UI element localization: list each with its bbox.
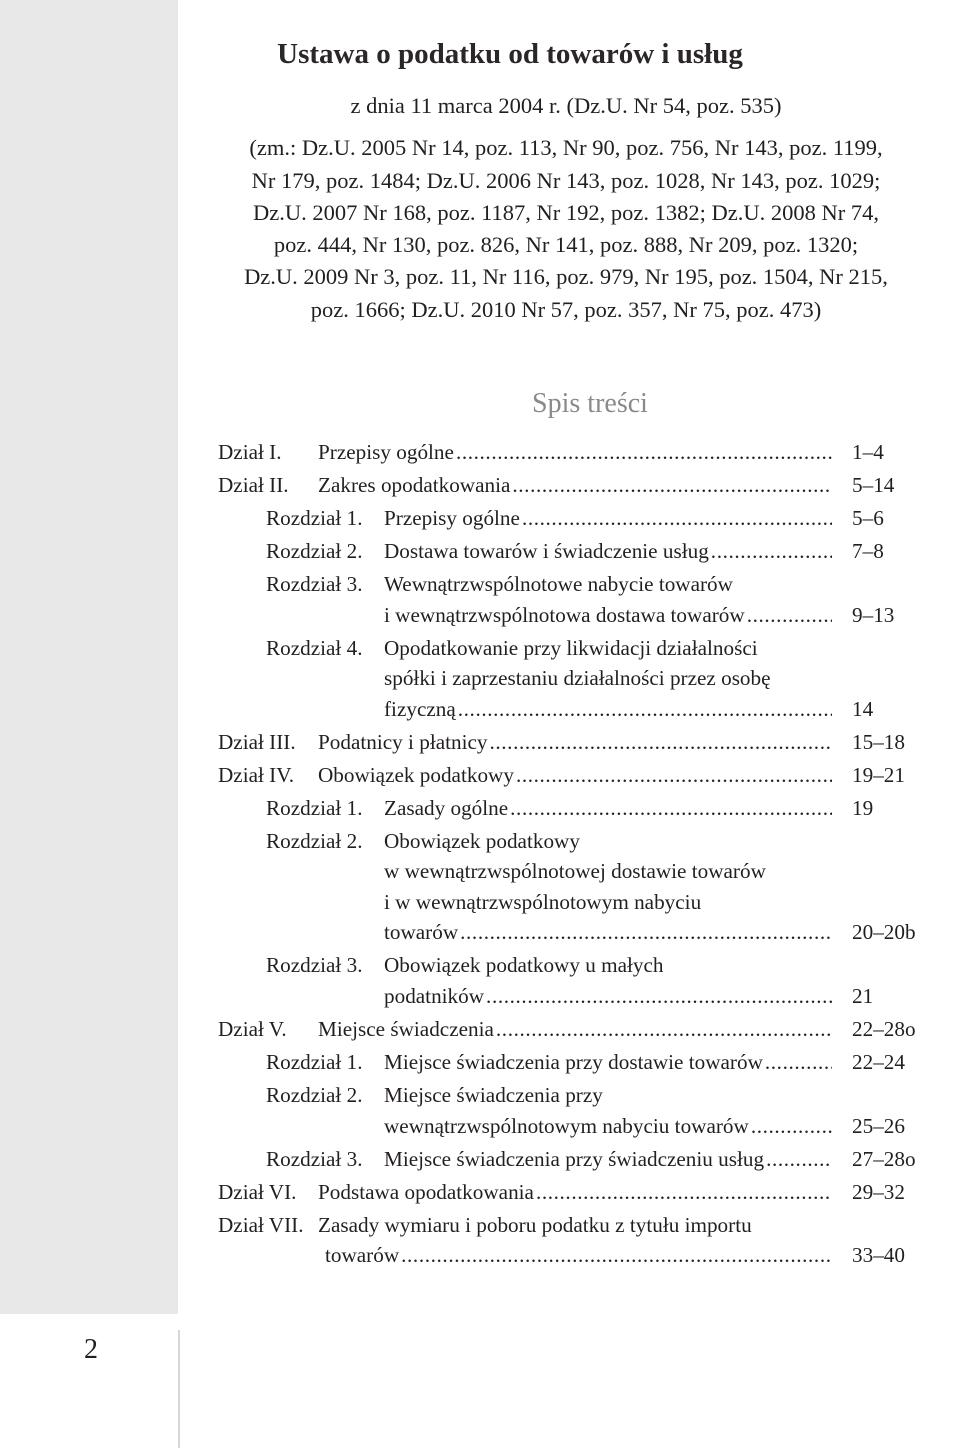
toc-entry-pages: 22–28o [852,1016,916,1041]
toc-entry-text: wewnątrzwspólnotowym nabyciu towarów [384,1113,749,1138]
toc-row [0,1014,960,1045]
toc-leader-dots [751,1111,832,1142]
toc-row [0,727,960,758]
toc-row [0,600,960,631]
toc-leader-dots [536,1177,832,1208]
page-number-box [0,1330,180,1448]
toc-entry-text: Opodatkowanie przy likwidacji działalności [384,635,758,660]
toc-entry-text: w wewnątrzwspólnotowej dostawie towarów [384,859,766,884]
toc-row [0,793,960,824]
toc-entry-label: Rozdział 3. [266,571,363,596]
toc-row [0,887,960,918]
toc-leader-dots [766,1144,832,1175]
toc-entry-text: fizyczną [384,696,456,721]
toc-entry-pages: 29–32 [852,1179,905,1204]
toc-entry-pages: 7–8 [852,538,884,563]
toc-entry-text: Obowiązek podatkowy [384,828,580,853]
toc-entry-pages: 5–6 [852,505,884,530]
toc-entry-label: Rozdział 1. [266,505,363,530]
toc-gap [0,1271,960,1273]
toc-entry-label: Rozdział 4. [266,635,363,660]
toc-entry-pages: 9–13 [852,602,895,627]
toc-row [0,437,960,468]
toc-entry-label: Rozdział 1. [266,1049,363,1074]
toc-entry-label: Dział II. [218,472,289,497]
toc-row [0,760,960,791]
toc-entry-text: Obowiązek podatkowy [318,762,514,787]
toc-entry-pages: 5–14 [852,472,895,497]
toc-row [0,1210,960,1241]
toc-row [0,1240,960,1271]
toc-entry-label: Rozdział 2. [266,1082,363,1107]
toc-entry-pages: 19–21 [852,762,905,787]
toc-row [0,569,960,600]
toc-entry-text: Przepisy ogólne [318,440,454,464]
toc-entry-text: Miejsce świadczenia przy [384,1082,603,1107]
toc-leader-dots [458,694,832,725]
toc-entry-text: towarów [325,1243,400,1268]
toc-entry-pages: 15–18 [852,729,905,754]
toc-leader-dots [522,503,832,534]
toc-entry-pages: 1–4 [852,440,884,464]
toc-entry-text: Podatnicy i płatnicy [318,729,488,754]
toc-entry-pages: 19 [852,795,874,820]
toc-entry-label: Rozdział 2. [266,828,363,853]
toc-entry-text: towarów [384,920,459,945]
toc-leader-dots [401,1240,832,1271]
toc-entry-label: Dział V. [218,1016,287,1041]
toc-row [0,917,960,948]
toc-entry-pages: 20–20b [852,920,916,945]
toc-row [0,950,960,981]
toc-entry-label: Dział VII. [218,1212,304,1237]
toc-row [0,1177,960,1208]
toc-entry-pages: 33–40 [852,1243,905,1268]
toc-row [0,1111,960,1142]
toc-entry-pages: 22–24 [852,1049,905,1074]
toc-row [0,470,960,501]
amendment-line: Dz.U. 2009 Nr 3, poz. 11, Nr 116, poz. 979, Nr 195, poz. 1504, Nr 215, [244,264,888,290]
toc-row [0,1144,960,1175]
toc-leader-dots [765,1047,832,1078]
toc-row [0,536,960,567]
toc-entry-text: Wewnątrzwspólnotowe nabycie towarów [384,571,733,596]
toc-leader-dots [496,1014,832,1045]
toc-entry-text: i w wewnątrzwspólnotowym nabyciu [384,889,702,914]
toc-entry-pages: 21 [852,984,874,1008]
toc-leader-dots [460,917,832,948]
table-of-contents [0,437,960,1273]
toc-row [0,503,960,534]
toc-row [0,1047,960,1078]
toc-row [0,826,960,857]
toc-leader-dots [711,536,832,567]
toc-entry-text: Miejsce świadczenia przy dostawie towarów [384,1049,763,1074]
toc-leader-dots [512,470,832,501]
toc-leader-dots [486,981,832,1012]
toc-entry-text: Miejsce świadczenia przy świadczeniu usług [384,1146,765,1171]
document-title: Ustawa o podatku od towarów i usług [277,38,743,70]
toc-entry-pages: 25–26 [852,1113,905,1138]
amendment-line: (zm.: Dz.U. 2005 Nr 14, poz. 113, Nr 90, poz. 756, Nr 143, poz. 1199, [249,135,883,161]
toc-entry-label: Rozdział 3. [266,953,363,978]
toc-entry-text: Zasady wymiaru i poboru podatku z tytułu importu [318,1212,752,1237]
toc-leader-dots [516,760,832,791]
date-line: z dnia 11 marca 2004 r. (Dz.U. Nr 54, poz. 535) [350,93,782,118]
toc-row [0,981,960,1012]
toc-entry-text: Obowiązek podatkowy u małych [384,953,664,978]
toc-entry-pages: 27–28o [852,1146,916,1171]
toc-entry-text: Zasady ogólne [384,795,509,820]
date-block [190,90,942,326]
toc-entry-text: i wewnątrzwspólnotowa dostawa towarów [384,602,745,627]
amendment-line: Nr 179, poz. 1484; Dz.U. 2006 Nr 143, poz. 1028, Nr 143, poz. 1029; [251,167,881,193]
toc-row [0,663,960,694]
toc-row [0,633,960,664]
toc-entry-pages: 14 [852,696,874,721]
toc-entry-label: Rozdział 1. [266,795,363,820]
toc-entry-text: Miejsce świadczenia [318,1016,494,1041]
toc-entry-text: podatników [384,984,485,1008]
amendment-line: poz. 1666; Dz.U. 2010 Nr 57, poz. 357, Nr 75, poz. 473) [310,296,822,322]
toc-entry-label: Dział I. [218,440,282,464]
toc-entry-label: Rozdział 2. [266,538,363,563]
toc-entry-text: Dostawa towarów i świadczenie usług [384,538,709,563]
toc-entry-label: Dział VI. [218,1179,297,1204]
amendment-line: poz. 444, Nr 130, poz. 826, Nr 141, poz. 888, Nr 209, poz. 1320; [273,232,859,258]
toc-leader-dots [510,793,832,824]
toc-row [0,694,960,725]
amendment-line: Dz.U. 2007 Nr 168, poz. 1187, Nr 192, poz. 1382; Dz.U. 2008 Nr 74, [253,199,879,225]
toc-leader-dots [747,600,832,631]
toc-leader-dots [456,437,832,468]
toc-entry-label: Dział IV. [218,762,295,787]
toc-entry-text: Zakres opodatkowania [318,472,511,497]
toc-row [0,1080,960,1111]
page-number: 2 [84,1334,98,1365]
toc-entry-text: spółki i zaprzestaniu działalności przez osobę [384,666,771,691]
toc-leader-dots [489,727,832,758]
toc-entry-text: Podstawa opodatkowania [318,1179,534,1204]
toc-entry-label: Rozdział 3. [266,1146,363,1171]
toc-heading: Spis treści [532,388,648,419]
toc-entry-text: Przepisy ogólne [384,505,520,530]
toc-row [0,856,960,887]
toc-entry-label: Dział III. [218,729,296,754]
